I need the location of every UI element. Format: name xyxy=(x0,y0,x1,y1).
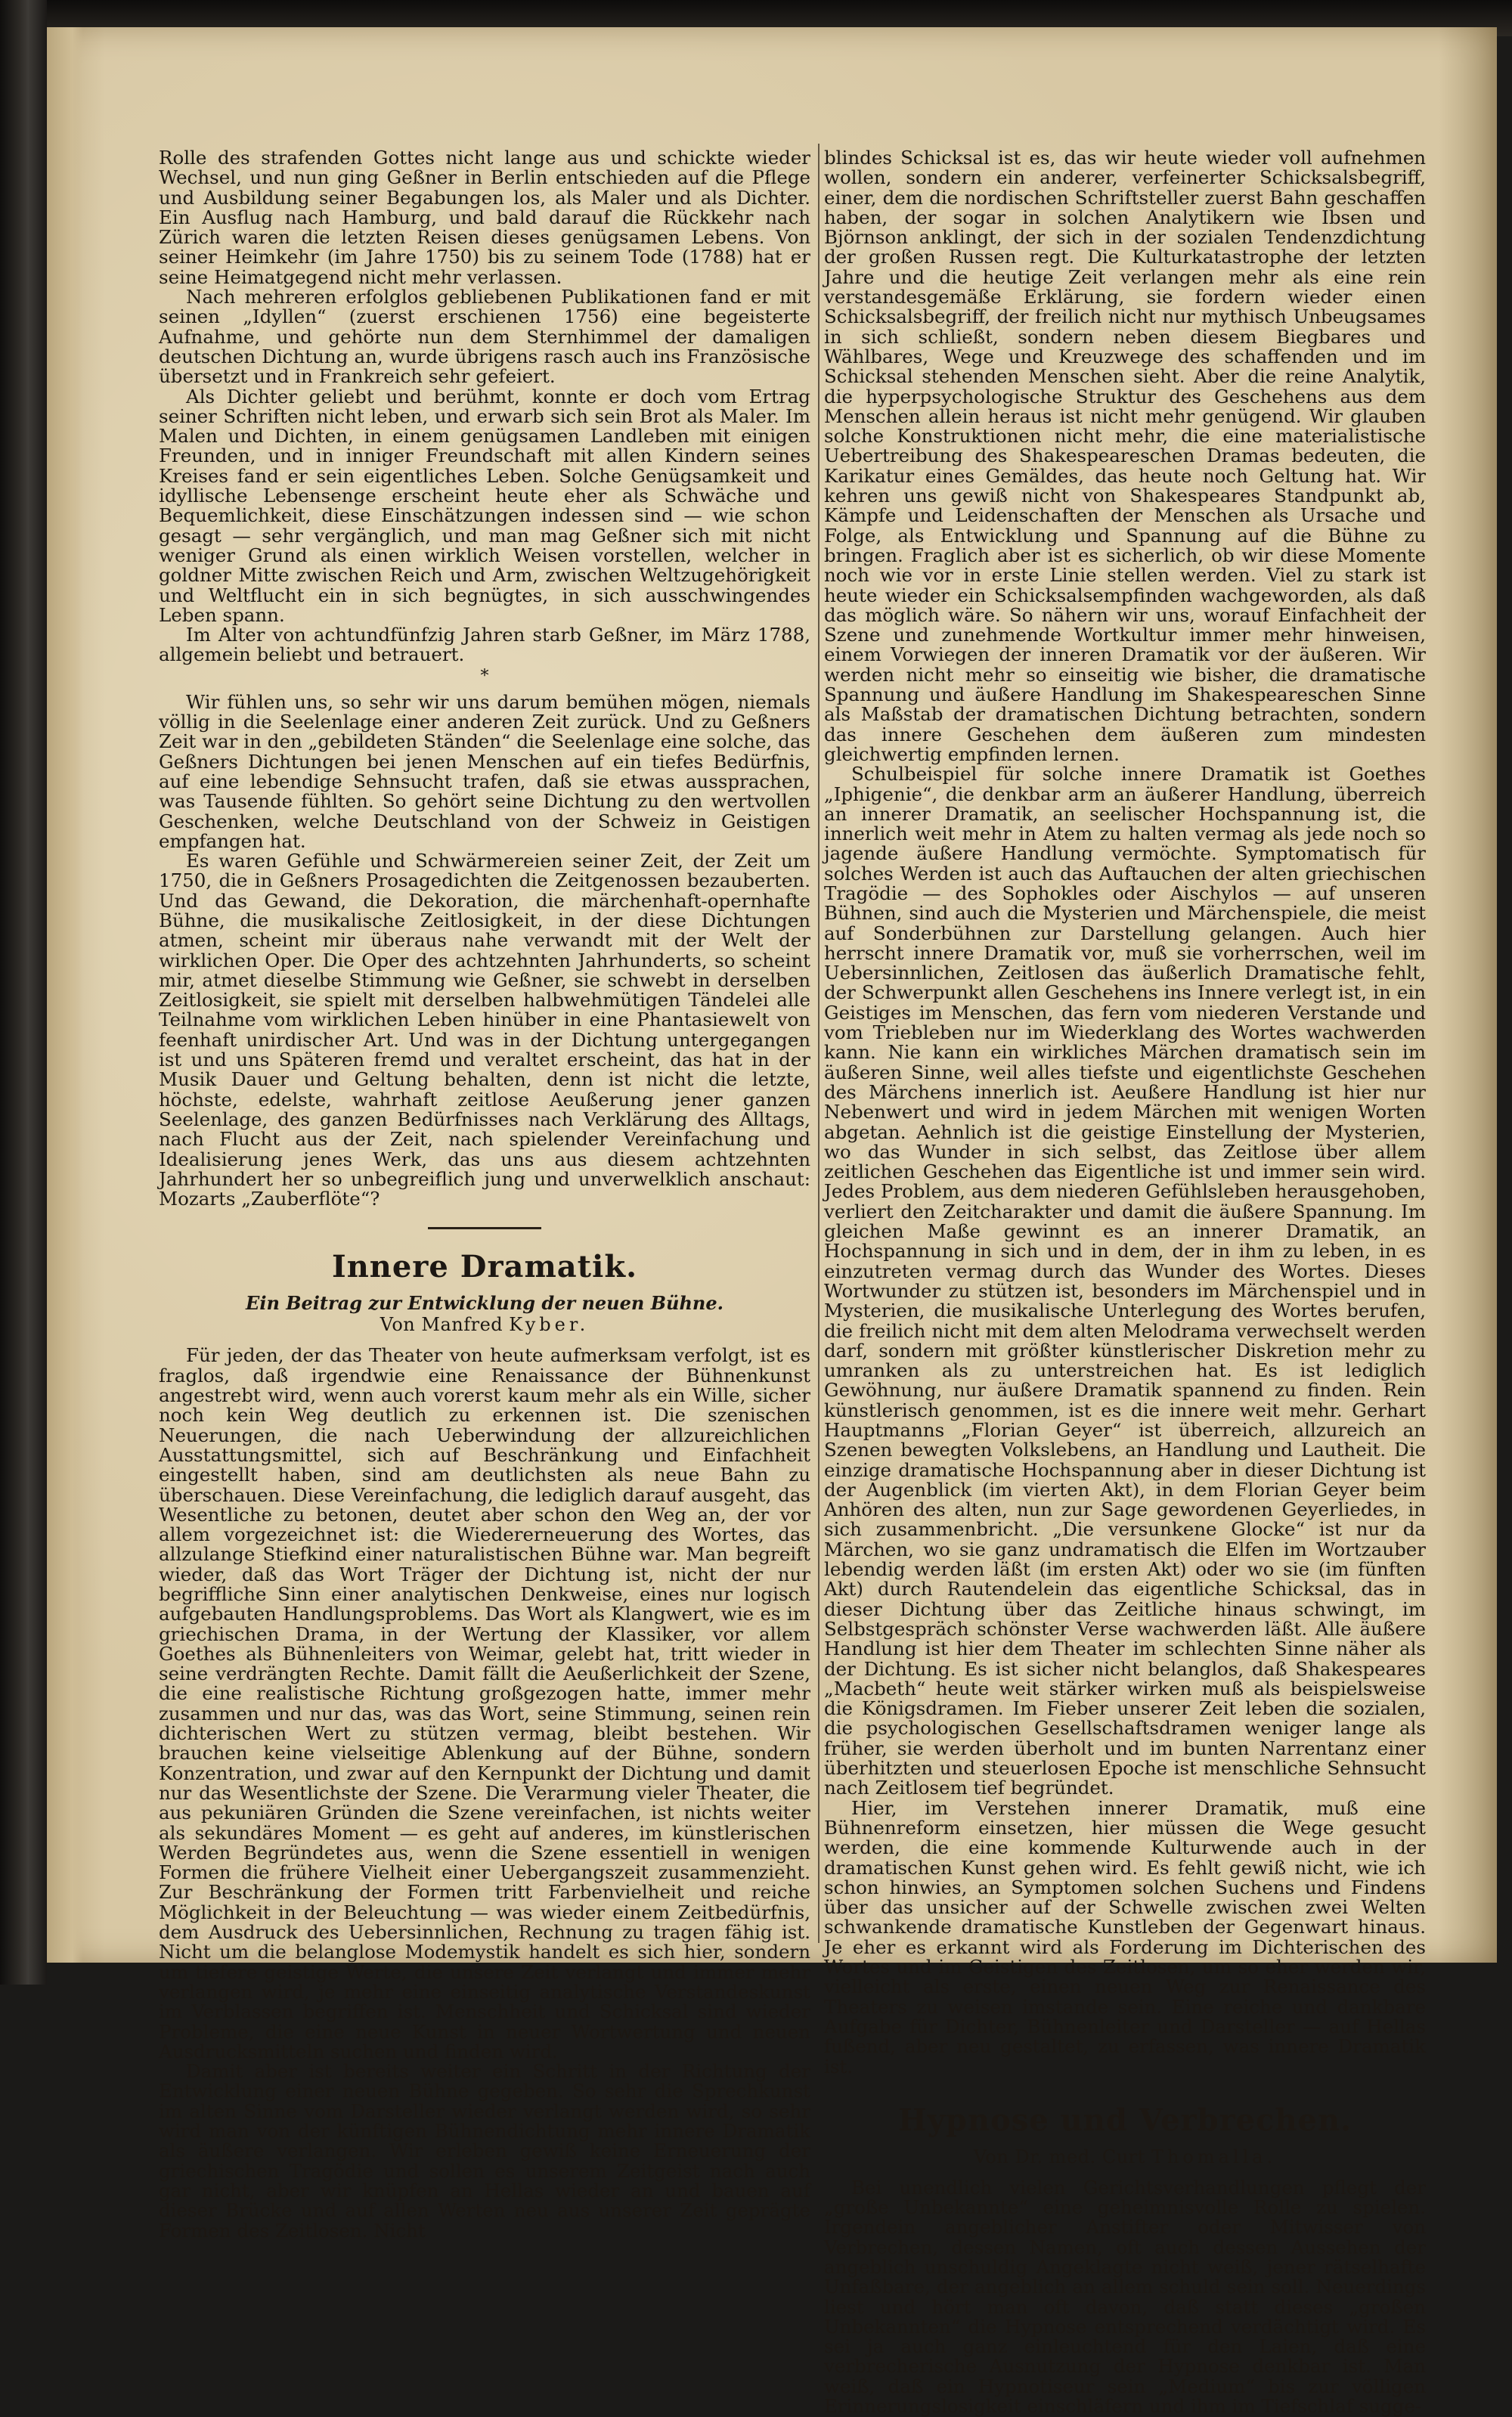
section-star-separator: * xyxy=(480,666,489,686)
article-byline xyxy=(159,1314,810,1335)
gessner-essay-paragraph: Es waren Gefühle und Schwärmereien seiner Zeit, der Zeit um 1750, die in Geßners Prosagedichten die Zeitgenossen bezauberten. Und das Gewand, die Dekoration, die märchenhaft-opernhafte Bühne, die musikalische Zeitlosigkeit, in der diese Dichtungen atmen, scheint mir überaus nahe verwandt mit der Welt der wirklichen Oper. Die Oper des achtzehnten Jahrhunderts, so scheint mir, atmet dieselbe Stimmung wie Geßner, sie schwebt in derselben Zeitlosigkeit, sie spielt mit derselben halbwehmütigen Tändelei alle Teilnahme vom wirklichen Leben hinüber in eine Phantasiewelt von feenhaft unirdischer Art. Und was in der Dichtung untergegangen ist und uns Späteren fremd und veraltet erscheint, das hat in der Musik Dauer und Geltung behalten, denn ist nicht die letzte, höchste, edelste, wahrhaft zeitlose Aeußerung jener ganzen Seelenlage, des ganzen Bedürfnisses nach Verklärung des Alltags, nach Flucht aus der Zeit, nach spielender Vereinfachung und Idealisierung jenes Werk, das uns aus diesem achtzehnten Jahrhundert her so unbegreiflich jung und unverwelklich anschaut: Mozarts „Zauberflöte“? xyxy=(159,850,810,1210)
hypnose-article-header xyxy=(824,2102,1426,2168)
dramatik-continued-paragraph: blindes Schicksal ist es, das wir heute wieder voll aufnehmen wollen, sondern ein anderer, verfeinerter Schicksalsbegriff, einer, dem die nordischen Schriftsteller zuerst Bahn geschaffen haben, der sogar in solchen Analytikern wie Ibsen und Björnson anklingt, der sich in der sozialen Tendenzdichtung der großen Russen regt. Die Kulturkatastrophe der letzten Jahre und die heutige Zeit verlangen mehr als eine rein verstandesgemäße Erklärung, sie fordern wieder einen Schicksalsbegriff, der freilich nicht nur mythisch Unbeugsames in sich schließt, sondern neben diesem Biegbares und Wählbares, Wege und Kreuzwege des schaffenden und im Schicksal stehenden Menschen sieht. Aber die reine Analytik, die hyperpsychologische Struktur des Geschehens aus dem Menschen allein heraus ist nicht mehr genügend. Wir glauben solche Konstruktionen nicht mehr, die eine materialistische Uebertreibung des Shakespeareschen Dramas bedeuten, die Karikatur eines Gemäldes, das heute noch Geltung hat. Wir kehren uns gewiß nicht von Shakespeares Standpunkt ab, Kämpfe und Leidenschaften der Menschen als Ursache und Folge, als Entwicklung und Spannung auf die Bühne zu bringen. Fraglich aber ist es sicherlich, ob wir diese Momente noch wie vor in erste Linie stellen werden. Viel zu stark ist heute wieder ein Schicksalsempfinden wachgeworden, als daß das möglich wäre. So nähern wir uns, worauf Einfachheit der Szene und zunehmende Wortkultur immer mehr hinweisen, einem Vorwiegen der inneren Dramatik vor der äußeren. Wir werden nicht mehr so einseitig wie bisher, die dramatische Spannung und äußere Handlung im Shakespeareschen Sinne als Maßstab der dramatischen Dichtung betrachten, sondern das innere Geschehen dem äußeren zum mindesten gleichwertig empfinden lernen. xyxy=(824,147,1426,765)
byline-prefix: Von Manfred xyxy=(380,1314,503,1336)
article-separator-rule xyxy=(428,1227,541,1229)
column-divider xyxy=(818,144,820,1943)
byline-author-name: Kyber. xyxy=(509,1314,590,1336)
dramatik-continued-paragraph: Schulbeispiel für solche innere Dramatik ist Goethes „Iphigenie“, die denkbar arm an äußerer Handlung, überreich an innerer Dramatik, an seelischer Hochspannung ist, die innerlich weit mehr in Atem zu halten vermag als jede noch so jagende äußere Handlung vermöchte. Symptomatisch für solches Werden ist auch das Auftauchen der alten griechischen Tragödie — des Sophokles oder Aischylos — auf unseren Bühnen, sind auch die Mysterien und Märchenspiele, die meist auf Sonderbühnen zur Darstellung gelangen. Auch hier herrscht innere Dramatik vor, muß sie vorherrschen, weil im Uebersinnlichen, Zeitlosen das äußerlich Dramatische fehlt, der Schwerpunkt allen Geschehens ins Innere verlegt ist, in ein Geistiges im Menschen, das fern vom niederen Verstande und vom Triebleben nur im Wiederklang des Wortes wachwerden kann. Nie kann ein wirkliches Märchen dramatisch sein im äußeren Sinne, weil alles tiefste und eigentlichste Geschehen des Märchens innerlich ist. Aeußere Handlung ist hier nur Nebenwert und wird in jedem Märchen mit wenigen Worten abgetan. Aehnlich ist die geistige Einstellung der Mysterien, wo das Wunder in sich selbst, das Zeitlose über allem zeitlichen Geschehen das Eigentliche ist und immer sein wird. Jedes Problem, aus dem niederen Gefühlsleben herausgehoben, verliert den Zeitcharakter und damit die äußere Spannung. Im gleichen Maße gewinnt es an innerer Dramatik, an Hochspannung in sich und in dem, der in ihm zu leben, in es einzutreten vermag durch das Wunder des Wortes. Dieses Wortwunder zu stützen ist, besonders im Märchenspiel und in Mysterien, die musikalische Unterlegung des Wortes berufen, die freilich nicht mit dem alten Melodrama verwechselt werden darf, sondern mit größter künstlerischer Diskretion mehr zu umranken als zu unterstreichen hat. Es ist lediglich Gewöhnung, nur äußere Dramatik spannend zu finden. Rein künstlerisch genommen, ist es die innere weit mehr. Gerhart Hauptmanns „Florian Geyer“ ist überreich, allzureich an Szenen bewegten Volkslebens, an Handlung und Lautheit. Die einzige dramatische Hochspannung aber in dieser Dichtung ist der Augenblick (im vierten Akt), in dem Florian Geyer beim Anhören des alten, nun zur Sage gewordenen Geyerliedes, in sich zusammenbricht. „Die versunkene Glocke“ ist nur da Märchen, wo sie ganz undramatisch die Elfen im Wortzauber lebendig werden läßt (im ersten Akt) oder wo sie (im fünften Akt) durch Rautendelein das eigentliche Schicksal, das in dieser Dichtung über das Zeitliche hinaus schwingt, im Selbstgespräch schönster Verse wachwerden läßt. Alle äußere Handlung ist hier dem Theater im schlechten Sinne näher als der Dichtung. Es ist sicher nicht belanglos, daß Shakespeares „Macbeth“ heute weit stärker wirken muß als beispielsweise die Königsdramen. Im Fieber unserer Zeit leben die sozialen, die psychologischen Gesellschaftsdramen weniger lange als früher, sie werden überholt und im bunten Narrentanz einer überhitzten und steuerlosen Epoche ist menschliche Sehnsucht nach Zeitlosem tief begründet. xyxy=(824,763,1426,1799)
hypnose-paragraph: Bei unendlich vielen Gerichtsverhandlungen pflegt der „große Unbekannte“ eine geheimnisvolle Rolle zu spielen. Irgendein angeblicher Anstifter oder Mitwisser von Verbrechen, dessen Namen, oft auch dessen Aussehen der angeblich unschuldig Angeklagte nicht weiß, jener rätselhafte Unfaßbare, der angeblich an allem schuld sein soll. Neuerdings liest und hört man oft davon, daß statt dieses „großen Unbekannten“ die Hypnose entsprechend verdächtigt wird. Es sei ja auch ganz einleuchtend für den Laien, daß eine verbrecherische Ausnutzung der Hypnose denkbar ist. Man weiß, daß ein Hypnotiseur sein „Medium“ bis zur völligen Erinnerungslosigkeit einschläfern und ihm im Tiefschlaf sugge- xyxy=(824,2176,1426,2417)
dramatik-paragraph: Damit aber ist bereits weiter ein Schritt in der Richtung der Entwicklung einer neuen Bühne gegeben. So sehr die Sprechkunst im alten Sinne vom Darsteller wieder verlangt werden wird, so sehr wird man von der künftigen Bühnendichtung mehr innere Dramatik als äußere verlangen. Wir erleben gewiß keine Erneuerung der griechischen Tragödie und sollen es unserem Zeitgeist nach auch gar nicht, aber wir knüpfen an Hellas wieder an und bauen auf dieser Brücke und auf allen Werten neu aus unserer Zeit geprägte Formen des Zeitlosen. Nicht xyxy=(159,2060,810,2242)
book-binding-edge xyxy=(0,0,47,1985)
article-title-innere-dramatik: Innere Dramatik. xyxy=(331,1249,637,1285)
article-subtitle: Ein Beitrag zur Entwicklung der neuen Bühne. xyxy=(246,1292,723,1315)
byline-author-name: Thomalla. xyxy=(1151,2146,1277,2168)
gessner-paragraph: Als Dichter geliebt und berühmt, konnte er doch vom Ertrag seiner Schriften nicht leben, und erwarb sich sein Brot als Maler. Im Malen und Dichten, in einem genügsamen Landleben mit einigen Freunden, und in inniger Freundschaft mit allen Kindern seines Kreises fand er sein eigentliches Leben. Solche Genügsamkeit und idyllische Lebensenge erscheint heute eher als Schwäche und Bequemlichkeit, diese Einschätzungen indessen sind — wie schon gesagt — sehr vergänglich, und man mag Geßner sich mit nicht weniger Grund als einen wirklich Weisen vorstellen, welcher in goldner Mitte zwischen Reich und Arm, zwischen Weltzugehörigkeit und Weltflucht ein in sich begnügtes, in sich ausschwingendes Leben spann. xyxy=(159,385,810,626)
gessner-paragraph: Im Alter von achtundfünfzig Jahren starb Geßner, im März 1788, allgemein beliebt und betrauert. xyxy=(159,624,810,666)
page-gutter xyxy=(47,27,83,1963)
byline-prefix: Von Dr. med. Curt xyxy=(973,2146,1145,2168)
left-column xyxy=(159,148,810,2241)
article-byline xyxy=(824,2146,1426,2168)
dramatik-paragraph: Für jeden, der das Theater von heute aufmerksam verfolgt, ist es fraglos, daß irgendwie eine Renaissance der Bühnenkunst angestrebt wird, wenn auch vorerst kaum mehr als ein Wille, sicher noch kein Weg deutlich zu erkennen ist. Die szenischen Neuerungen, die nach Ueberwindung der allzureichlichen Ausstattungsmittel, sich auf Beschränkung und Einfachheit eingestellt haben, sind am deutlichsten als neue Bahn zu überschauen. Diese Vereinfachung, die lediglich darauf ausgeht, das Wesentliche zu betonen, deutet aber schon den Weg an, der vor allem vorgezeichnet ist: die Wiedererneuerung des Wortes, das allzulange Stiefkind einer naturalistischen Bühne war. Man begreift wieder, daß das Wort Träger der Dichtung ist, nicht der nur begriffliche Sinn einer analytischen Denkweise, eines nur logisch aufgebauten Handlungsproblems. Das Wort als Klangwert, wie es im griechischen Drama, in der Wertung der Klassiker, vor allem Goethes als Bühnenleiters von Weimar, gelebt hat, tritt wieder in seine verdrängten Rechte. Damit fällt die Aeußerlichkeit der Szene, die eine realistische Richtung großgezogen hatte, immer mehr zusammen und nur das, was das Wort, seine Stimmung, seinen rein dichterischen Wert zu stützen vermag, bleibt bestehen. Wir brauchen keine vielseitige Ablenkung auf der Bühne, sondern Konzentration, und zwar auf den Kernpunkt der Dichtung und damit nur das Wesentlichste der Szene. Die Verarmung vieler Theater, die aus pekuniären Gründen die Szene vereinfachen, ist nichts weiter als sekundäres Moment — es geht auf anderes, im künstlerischen Werden Begründetes aus, wenn die Szene essentiell in wenigen Formen die frühere Vielheit einer Uebergangszeit zusammenzieht. Zur Beschränkung der Formen tritt Farbenvielheit und reiche Möglichkeit in der Beleuchtung — was wieder einem Zeitbedürfnis, dem Ausdruck des Uebersinnlichen, Rechnung zu tragen fähig ist. Nicht um die belanglose Modemystik handelt es sich hier, sondern um tiefere geistige Werte, die unsere Zeit verlangt und immer mehr verlangen wird, je mehr eine einseitig analytische Verstandeskunst im Verblassen begriffen ist. Menschheit und Schicksal sind wieder Probleme, die eine neue Kunst in neuer Wortwertung und neuen Ausdrucksmitteln suchen und finden wird. xyxy=(159,1344,810,2062)
gessner-essay-paragraph: Wir fühlen uns, so sehr wir uns darum bemühen mögen, niemals völlig in die Seelenlage einer anderen Zeit zurück. Und zu Geßners Zeit war in den „gebildeten Ständen“ die Seelenlage eine solche, das Geßners Dichtungen bei jenen Menschen auf ein tiefes Bedürfnis, auf eine lebendige Sehnsucht trafen, daß sie etwas aussprachen, was Tausende fühlten. So gehört seine Dichtung zu den wertvollen Geschenken, welche Deutschland von der Schweiz in Geistigen empfangen hat. xyxy=(159,690,810,852)
article-title-hypnose: Hypnose und Verbrechen. xyxy=(898,2102,1352,2138)
dramatik-continued-paragraph: Hier, im Verstehen innerer Dramatik, muß eine Bühnenreform einsetzen, hier müssen die Wege gesucht werden, die eine kommende Kulturwende auch in der dramatischen Kunst gehen wird. Es fehlt gewiß nicht, wie ich schon hinwies, an Symptomen solchen Suchens und Findens über das unsicher auf der Schwelle zwischen zwei Welten schwankende dramatische Kunstleben der Gegenwart hinaus. Je eher es erkannt wird als Forderung im Dichterischen des Wortes und im Geistigen des Zeitlosen, um so eher werden wir, vielleicht als erste, einen neuen Weg zur Renaissance des Theaters zu weisen imstande sein. Eine reiche und dankbare Aufgabe für Dichter, Bühnenleiter und Darsteller — auf Hellas fußend, aber neu gestaltet, zu erfassen, was innere Dramatik ist. xyxy=(824,1796,1426,2078)
right-column xyxy=(824,148,1426,2416)
gessner-paragraph: Rolle des strafenden Gottes nicht lange aus und schickte wieder Wechsel, und nun ging Geßner in Berlin entschieden auf die Pflege und Ausbildung seiner Begabungen los, als Maler und als Dichter. Ein Ausflug nach Hamburg, und bald darauf die Rückkehr nach Zürich waren die letzten Reisen dieses genügsamen Lebens. Von seiner Heimkehr (im Jahre 1750) bis zu seinem Tode (1788) hat er seine Heimatgegend nicht mehr verlassen. xyxy=(159,147,810,288)
gessner-paragraph: Nach mehreren erfolglos gebliebenen Publikationen fand er mit seinen „Idyllen“ (zuerst erschienen 1756) eine begeisterte Aufnahme, und gehörte nun dem Sternhimmel der damaligen deutschen Dichtung an, wurde übrigens rasch auch ins Französische übersetzt und in Frankreich sehr gefeiert. xyxy=(159,286,810,388)
